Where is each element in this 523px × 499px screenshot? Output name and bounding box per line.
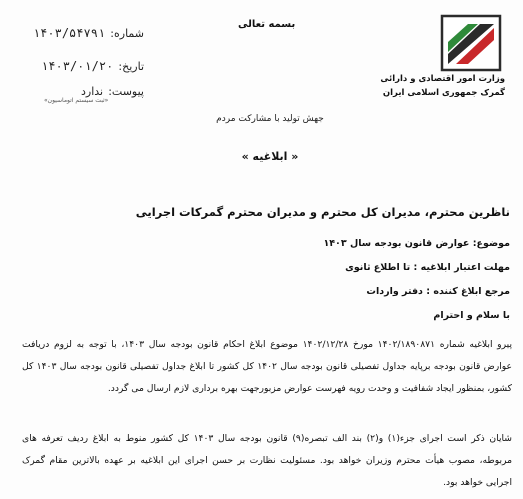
customs-logo-icon bbox=[440, 14, 502, 72]
attachment-value: ندارد bbox=[81, 85, 104, 98]
date-line bbox=[24, 55, 144, 74]
date-label: تاریخ: bbox=[118, 60, 144, 73]
validity-field bbox=[300, 262, 510, 273]
issuer-label: مرجع ابلاغ کننده : bbox=[426, 286, 510, 297]
issuer-value: دفتر واردات bbox=[366, 286, 423, 297]
basmala: بسمه تعالی bbox=[238, 19, 296, 30]
attachment-label: پیوست: bbox=[108, 85, 144, 98]
date-value: ۱۴۰۳/۰۱/۲۰ bbox=[41, 59, 114, 73]
greeting: با سلام و احترام bbox=[433, 310, 510, 321]
system-note: «ثبت سیستم اتوماسیون» bbox=[44, 97, 109, 104]
number-label: شماره: bbox=[110, 27, 144, 40]
body-paragraph-1: پیرو ابلاغیه شماره ۱۴۰۲/۱۸۹۰۸۷۱ مورخ ۱۴۰۲/۱۲/۲۸ موضوع ابلاغ احکام قانون بودجه سال ۱۴۰۳، با توجه به لزوم دریافت عوارض قانون بودجه برپایه جداول تفصیلی قانون بودجه سال ۱۴۰۲ کل کشور تا ابلاغ جداول تفصیلی قانون بودجه سال ۱۴۰۳ کل کشور، بمنظور ایجاد شفافیت و وحدت رویه فهرست عوارض مزبورجهت بهره برداری لازم ارسال می گردد. bbox=[22, 339, 513, 394]
subject-label: موضوع: bbox=[472, 238, 510, 249]
validity-value: تا اطلاع ثانوی bbox=[345, 262, 411, 273]
validity-label: مهلت اعتبار ابلاغیه : bbox=[413, 262, 510, 273]
number-value: ۱۴۰۳/۵۴۷۹۱ bbox=[32, 26, 106, 40]
addressee: ناظرین محترم، مدیران کل محترم و مدیران محترم گمرکات اجرایی bbox=[135, 205, 510, 219]
body-paragraph-2: شایان ذکر است اجرای جزء(۱) و(۲) بند الف تبصره(۹) قانون بودجه سال ۱۴۰۳ کل کشور منوط به ابلاغ ردیف تعرفه های مربوطه، مصوب هیأت محترم وزیران خواهد بود. مسئولیت نظارت بر حسن اجرای این ابلاغیه بر عهده بالاترین مقام گمرک اجرایی خواهد بود. bbox=[22, 433, 513, 488]
subject-value: عوارض قانون بودجه سال ۱۴۰۳ bbox=[323, 238, 470, 249]
document-title: « ابلاغیه » bbox=[241, 150, 299, 163]
ministry-name: وزارت امور اقتصادی و دارائی bbox=[380, 74, 505, 84]
issuer-field bbox=[300, 286, 510, 297]
number-line bbox=[24, 22, 144, 41]
subject-field bbox=[300, 238, 510, 249]
customs-name: گمرک جمهوری اسلامی ایران bbox=[382, 88, 505, 98]
slogan: جهش تولید با مشارکت مردم bbox=[216, 114, 324, 124]
